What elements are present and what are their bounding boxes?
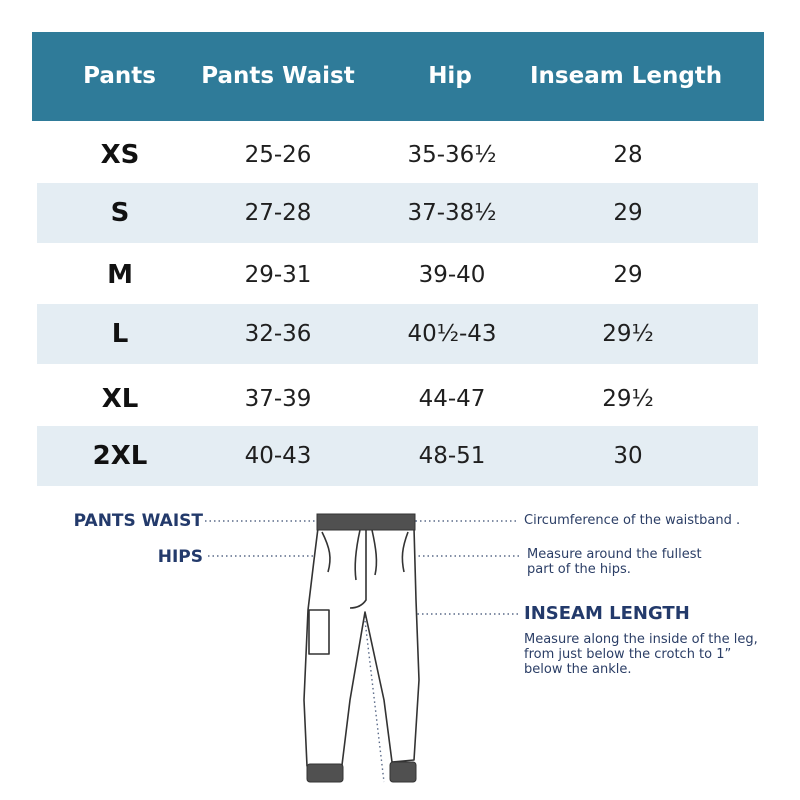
header-hip: Hip [428,63,472,89]
waist-cell: 25-26 [244,142,312,168]
hip-cell: 40½-43 [407,321,497,347]
size-cell: 2XL [92,441,148,471]
size-cell: XL [101,384,139,414]
inseam-cell: 30 [613,443,643,469]
hips-label: HIPS [157,547,203,567]
size-cell: L [111,319,129,349]
inseam-cell: 29½ [602,321,654,347]
hip-cell: 44-47 [418,386,486,412]
hips-description-line2: part of the hips. [527,562,631,577]
header-pants: Pants [83,63,156,89]
header-inseam-length: Inseam Length [530,63,723,89]
size-cell: S [110,198,130,228]
pants-waist-label: PANTS WAIST [73,511,203,531]
waist-cell: 27-28 [244,200,312,226]
size-cell: XS [100,140,140,170]
waist-cell: 32-36 [244,321,312,347]
size-cell: M [107,260,133,290]
hip-cell: 35-36½ [407,142,497,168]
inseam-description-line2: from just below the crotch to 1” [524,647,732,662]
waist-cell: 29-31 [244,262,312,288]
inseam-description-line1: Measure along the inside of the leg, [524,632,758,647]
inseam-length-title: INSEAM LENGTH [524,603,690,624]
waist-cell: 37-39 [244,386,312,412]
inseam-description-line3: below the ankle. [524,662,632,677]
inseam-cell: 29½ [602,386,654,412]
hip-cell: 37-38½ [407,200,497,226]
inseam-cell: 28 [613,142,643,168]
inseam-cell: 29 [613,200,643,226]
hips-description-line1: Measure around the fullest [527,547,702,562]
header-pants-waist: Pants Waist [201,63,355,89]
inseam-cell: 29 [613,262,643,288]
hip-cell: 39-40 [418,262,486,288]
hip-cell: 48-51 [418,443,486,469]
waist-cell: 40-43 [244,443,312,469]
waist-description: Circumference of the waistband . [524,513,741,528]
